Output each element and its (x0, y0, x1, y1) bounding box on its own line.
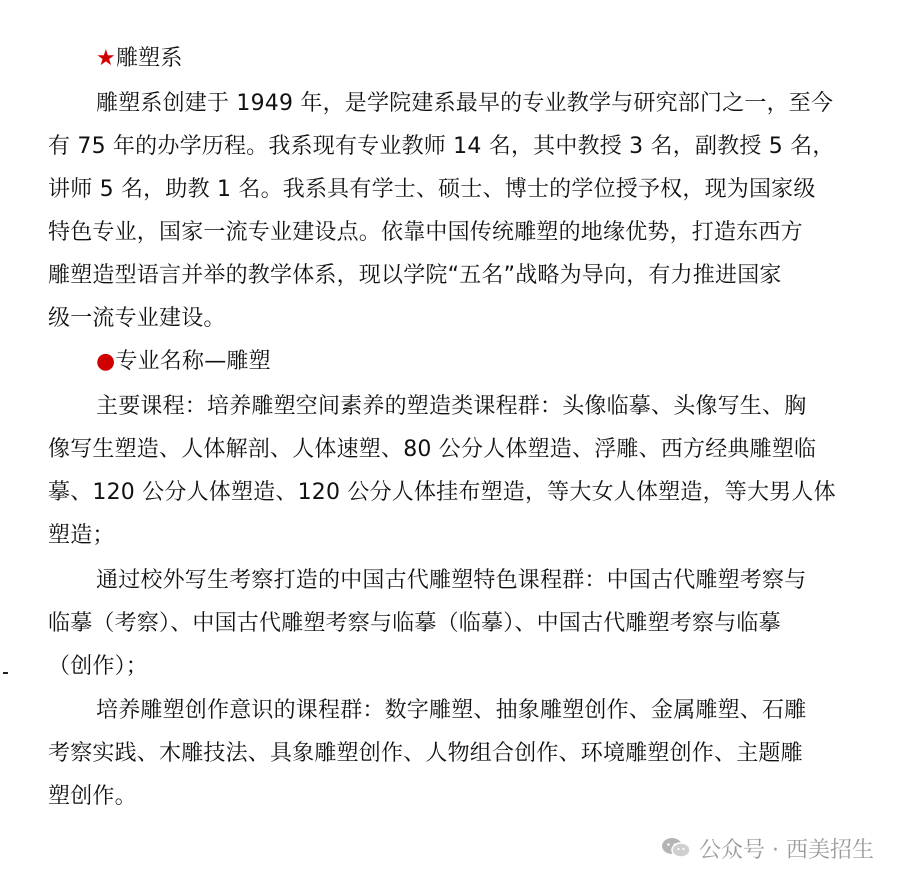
red-dot-icon: ● (96, 349, 116, 374)
course-para2-line-1: 通过校外写生考察打造的中国古代雕塑特色课程群：中国古代雕塑考察与 (96, 568, 807, 593)
intro-line-5: 雕塑造型语言并举的教学体系，现以学院“五名”战略为导向，有力推进国家 (48, 263, 782, 288)
intro-line-6: 级一流专业建设。 (48, 306, 226, 331)
course-para1-line-4: 塑造； (48, 523, 115, 548)
course-para1-line-2: 像写生塑造、人体解剖、人体速塑、80 公分人体塑造、浮雕、西方经典雕塑临 (48, 437, 817, 462)
course-para2-line-2: 临摹（考察）、中国古代雕塑考察与临摹（临摹）、中国古代雕塑考察与临摹 (48, 611, 781, 636)
star-icon: ★ (96, 46, 116, 71)
watermark (661, 832, 874, 864)
watermark-text: 公众号 · 西美招生 (699, 837, 874, 863)
major-heading (96, 347, 271, 377)
stray-mark (3, 672, 8, 674)
major-heading-text: 专业名称—雕塑 (115, 349, 271, 374)
intro-line-2: 有 75 年的办学历程。我系现有专业教师 14 名，其中教授 3 名，副教授 5 名， (48, 134, 835, 159)
course-para1-line-3: 摹、120 公分人体塑造、120 公分人体挂布塑造，等大女人体塑造，等大男人体 (48, 480, 836, 505)
course-para1-line-1: 主要课程：培养雕塑空间素养的塑造类课程群：头像临摹、头像写生、胸 (96, 394, 807, 419)
section-heading (96, 44, 183, 74)
intro-line-1: 雕塑系创建于 1949 年，是学院建系最早的专业教学与研究部门之一，至今 (96, 91, 834, 116)
course-para2-line-3: （创作）； (48, 654, 149, 679)
course-para3-line-3: 塑创作。 (48, 784, 137, 809)
intro-line-3: 讲师 5 名，助教 1 名。我系具有学士、硕士、博士的学位授予权，现为国家级 (48, 177, 816, 202)
course-para3-line-1: 培养雕塑创作意识的课程群：数字雕塑、抽象雕塑创作、金属雕塑、石雕 (96, 698, 807, 723)
course-para3-line-2: 考察实践、木雕技法、具象雕塑创作、人物组合创作、环境雕塑创作、主题雕 (48, 741, 803, 766)
wechat-icon (661, 837, 691, 859)
intro-line-4: 特色专业，国家一流专业建设点。依靠中国传统雕塑的地缘优势，打造东西方 (48, 220, 803, 245)
section-heading-text: 雕塑系 (115, 46, 183, 71)
